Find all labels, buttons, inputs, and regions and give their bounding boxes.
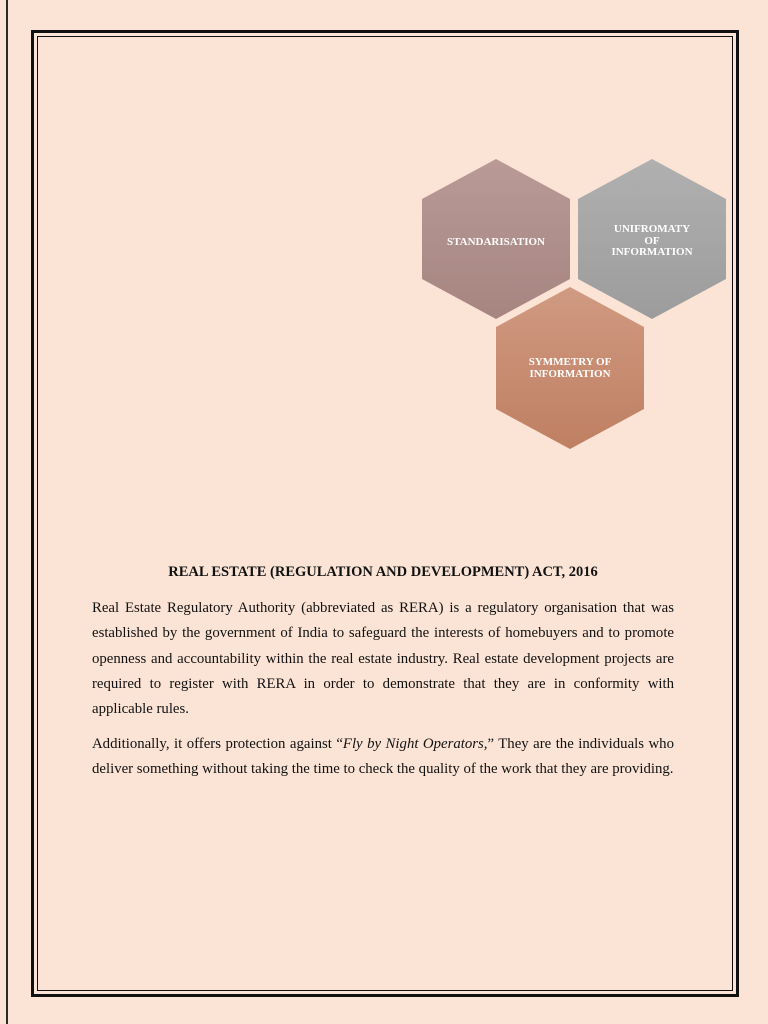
left-margin-rule [6,0,8,1024]
document-title: REAL ESTATE (REGULATION AND DEVELOPMENT) ACT, 2016 [168,564,598,580]
hexagon-uniformity-label-line2: OF [644,235,660,247]
paragraph-protection-text-before: Additionally, it offers protection against “ [92,736,343,752]
hexagon-diagram [418,155,730,455]
paragraph-rera-intro: Real Estate Regulatory Authority (abbreviated as RERA) is a regulatory organisation that was established by the government of India to safeguard the interests of homebuyers and to promote openness and accountability within the real estate industry. Real estate development projects are required to register with RERA in order to demonstrate that they are in conformity with applicable rules. [92,600,674,718]
hexagon-standarisation-label: STANDARISATION [446,236,546,248]
paragraph-protection-text-after: ” They are the individuals who deliver something without taking the time to check the quality of the work that they are providing. [92,736,674,778]
hexagon-standarisation [422,159,570,319]
hexagon-uniformity-of-information [578,159,726,319]
hexagon-symmetry-label-line2: INFORMATION [529,368,611,380]
hexagon-uniformity-label-line1: UNIFROMATY [613,223,691,235]
paragraph-protection [92,732,674,783]
hexagon-uniformity-label-line3: INFORMATION [611,246,693,258]
hexagon-symmetry-of-information [496,287,644,449]
hexagon-symmetry-label-line1: SYMMETRY OF [528,356,612,368]
fly-by-night-operators-emphasis: Fly by Night Operators, [342,736,488,752]
